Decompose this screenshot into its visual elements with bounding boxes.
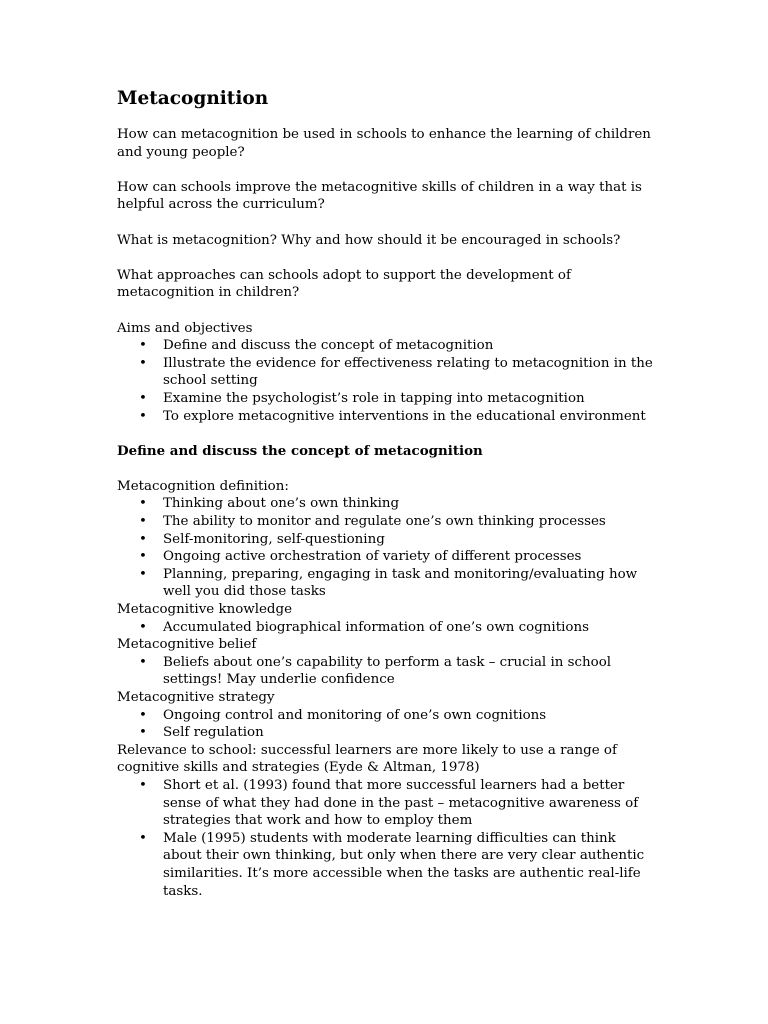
definition-label: Metacognition definition:: [117, 478, 289, 494]
question-paragraph: How can schools improve the metacognitive skills of children in a way that is helpful across the curriculum?: [117, 179, 642, 213]
document-title: Metacognition: [117, 88, 269, 109]
question-paragraph: What is metacognition? Why and how should it be encouraged in schools?: [117, 232, 621, 248]
list-item: • Thinking about one’s own thinking: [117, 495, 657, 513]
knowledge-list: [117, 619, 657, 637]
list-item: • Short et al. (1993) found that more successful learners had a better sense of what they had done in the past – metacognitive awareness of strategies that work and how to employ them: [117, 777, 657, 830]
question-paragraph: How can metacognition be used in schools to enhance the learning of children and young people?: [117, 127, 651, 160]
list-item: • Ongoing active orchestration of variety of different processes: [117, 548, 657, 566]
list-item: • Ongoing control and monitoring of one’s own cognitions: [117, 707, 657, 725]
list-item: • Examine the psychologist’s role in tapping into metacognition: [117, 390, 657, 408]
list-item: • Planning, preparing, engaging in task and monitoring/evaluating how well you did those tasks: [117, 566, 657, 601]
list-item: • Accumulated biographical information of one’s own cognitions: [117, 619, 657, 637]
question-paragraph: What approaches can schools adopt to support the development of metacognition in children?: [117, 267, 571, 301]
list-item: • Define and discuss the concept of metacognition: [117, 337, 657, 355]
list-item: • Illustrate the evidence for effectiveness relating to metacognition in the school setting: [117, 355, 657, 390]
relevance-label: Relevance to school: successful learners are more likely to use a range of cognitive skills and strategies (Eyde & Altman, 1978): [117, 742, 617, 776]
belief-label: Metacognitive belief: [117, 637, 257, 653]
aims-list: [117, 337, 657, 425]
relevance-list: [117, 777, 657, 900]
section-heading: Define and discuss the concept of metacognition: [117, 442, 483, 459]
strategy-label: Metacognitive strategy: [117, 690, 275, 705]
definition-list: [117, 495, 657, 601]
belief-list: [117, 654, 657, 689]
document-page: [117, 86, 657, 900]
list-item: • The ability to monitor and regulate one’s own thinking processes: [117, 513, 657, 531]
strategy-list: [117, 707, 657, 742]
list-item: • Self-monitoring, self-questioning: [117, 531, 657, 549]
list-item: • Male (1995) students with moderate learning difficulties can think about their own thinking, but only when there are very clear authentic similarities. It’s more accessible when the tasks are authentic real-life tasks.: [117, 830, 657, 900]
knowledge-label: Metacognitive knowledge: [117, 602, 292, 618]
list-item: • Beliefs about one’s capability to perform a task – crucial in school settings! May underlie confidence: [117, 654, 657, 689]
list-item: • Self regulation: [117, 724, 657, 742]
aims-label: Aims and objectives: [117, 320, 253, 336]
list-item: • To explore metacognitive interventions in the educational environment: [117, 408, 657, 426]
